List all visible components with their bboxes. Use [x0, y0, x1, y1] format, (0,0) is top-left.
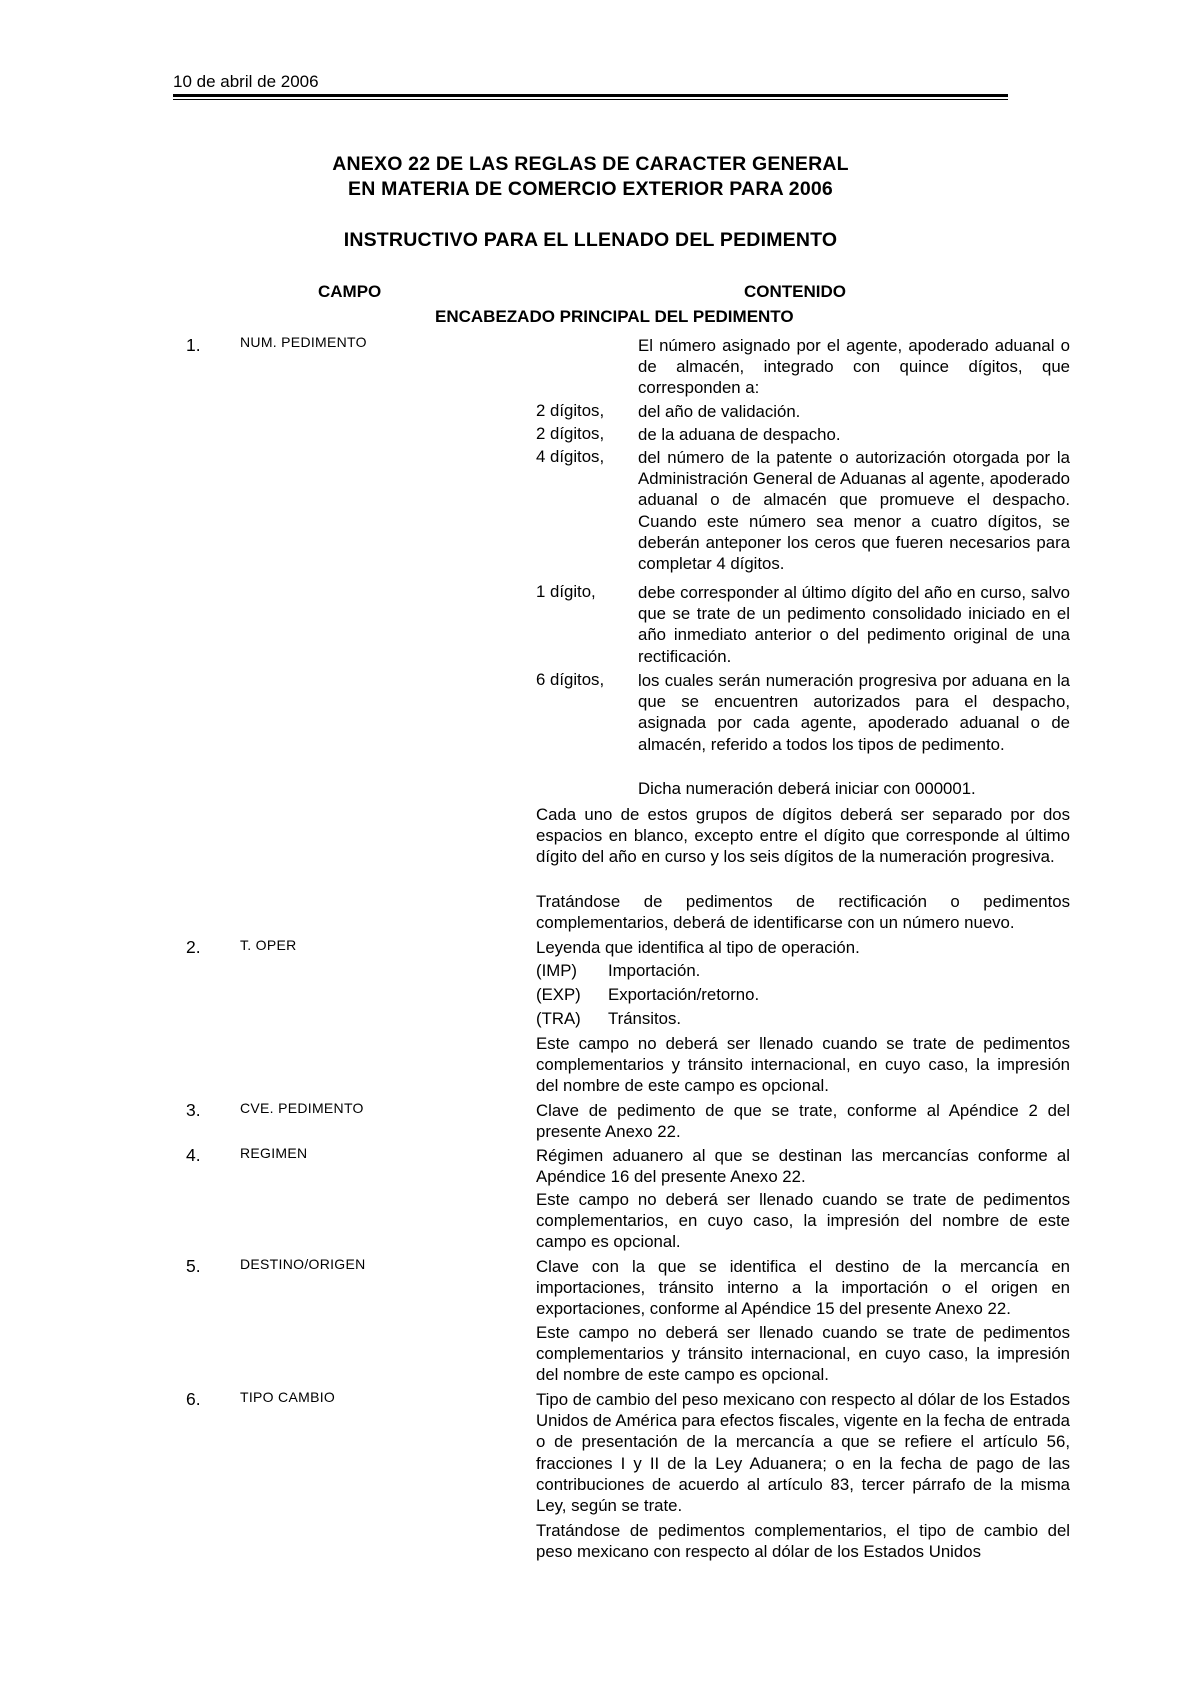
title-line-2: EN MATERIA DE COMERCIO EXTERIOR PARA 2006: [348, 178, 833, 200]
column-header-contenido: CONTENIDO: [744, 282, 846, 301]
field-name: DESTINO/ORIGEN: [240, 1256, 366, 1272]
digits-note: Dicha numeración deberá iniciar con 000001.: [638, 779, 976, 798]
digit-group-text: del año de validación.: [638, 402, 801, 421]
header-rule-thick: [173, 94, 1008, 97]
field-paragraph: Clave de pedimento de que se trate, conforme al Apéndice 2 del presente Anexo 22.: [536, 1101, 1070, 1142]
field-paragraph: Este campo no deberá ser llenado cuando se trate de pedimentos complementarios, en cuyo caso, la impresión del nombre de este campo es opcional.: [536, 1190, 1070, 1252]
field-paragraph: Este campo no deberá ser llenado cuando se trate de pedimentos complementarios y tránsito internacional, en cuyo caso, la impresión del nombre de este campo es opcional.: [536, 1323, 1070, 1385]
section-heading: ENCABEZADO PRINCIPAL DEL PEDIMENTO: [435, 307, 794, 326]
digit-group-text: del número de la patente o autorización otorgada por la Administración General de Aduanas al agente, apoderado aduanal o de almacén que promueve el despacho. Cuando este número sea menor a cuatro dígitos, se deberán anteponer los ceros que fueren necesarios para completar 4 dígitos.: [638, 448, 1070, 574]
field-paragraph: Clave con la que se identifica el destino de la mercancía en importaciones, tránsito interno a la importación o el origen en exportaciones, conforme al Apéndice 15 del presente Anexo 22.: [536, 1257, 1070, 1319]
digit-group-text: los cuales serán numeración progresiva por aduana en la que se encuentren autorizados para el despacho, asignada por cada agente, apoderado aduanal o de almacén, referido a todos los tipos de pedimento.: [638, 671, 1070, 754]
digit-group-label: 6 dígitos,: [536, 670, 605, 689]
operation-code-text: Importación.: [608, 961, 701, 980]
digit-group-label: 2 dígitos,: [536, 424, 605, 443]
field-name: NUM. PEDIMENTO: [240, 334, 367, 350]
field-number: 4.: [186, 1145, 201, 1165]
digit-group-label: 1 dígito,: [536, 582, 596, 601]
field-number: 3.: [186, 1100, 201, 1120]
field-number: 6.: [186, 1389, 201, 1409]
field-intro: Leyenda que identifica al tipo de operación.: [536, 938, 860, 957]
field-paragraph: Tipo de cambio del peso mexicano con respecto al dólar de los Estados Unidos de América para efectos fiscales, vigente en la fecha de entrada o de presentación de la mercancía a que se refiere el artículo 56, fracciones I y II de la Ley Aduanera; o en la fecha de pago de las contribuciones de acuerdo al artículo 83, tercer párrafo de la misma Ley, según se trate.: [536, 1390, 1070, 1516]
field-name: REGIMEN: [240, 1145, 308, 1161]
field-name: T. OPER: [240, 937, 297, 953]
header-date: 10 de abril de 2006: [173, 72, 319, 91]
field-number: 5.: [186, 1256, 201, 1276]
column-header-campo: CAMPO: [318, 282, 382, 301]
header-rule-thin: [173, 99, 1008, 100]
title-line-3: INSTRUCTIVO PARA EL LLENADO DEL PEDIMENTO: [343, 229, 838, 251]
field-number: 1.: [186, 335, 201, 355]
title-line-1: ANEXO 22 DE LAS REGLAS DE CARACTER GENERAL: [332, 153, 849, 175]
operation-code: (IMP): [536, 961, 578, 980]
field-paragraph: Tratándose de pedimentos complementarios, el tipo de cambio del peso mexicano con respecto al dólar de los Estados Unidos: [536, 1521, 1070, 1562]
field-paragraph: Cada uno de estos grupos de dígitos deberá ser separado por dos espacios en blanco, excepto entre el dígito que corresponde al último dígito del año en curso y los seis dígitos de la numeración progresiva.: [536, 805, 1070, 867]
field-number: 2.: [186, 937, 201, 957]
field-name: TIPO CAMBIO: [240, 1389, 336, 1405]
digit-group-label: 2 dígitos,: [536, 401, 605, 420]
field-paragraph: Régimen aduanero al que se destinan las mercancías conforme al Apéndice 16 del presente Anexo 22.: [536, 1146, 1070, 1187]
field-name: CVE. PEDIMENTO: [240, 1100, 364, 1116]
operation-code-text: Tránsitos.: [608, 1009, 682, 1028]
digit-group-text: de la aduana de despacho.: [638, 425, 841, 444]
operation-code: (TRA): [536, 1009, 581, 1028]
field-intro: El número asignado por el agente, apoderado aduanal o de almacén, integrado con quince dígitos, que corresponden a:: [638, 336, 1070, 398]
operation-code: (EXP): [536, 985, 581, 1004]
field-paragraph: Este campo no deberá ser llenado cuando se trate de pedimentos complementarios y tránsito internacional, en cuyo caso, la impresión del nombre de este campo es opcional.: [536, 1034, 1070, 1096]
digit-group-text: debe corresponder al último dígito del año en curso, salvo que se trate de un pedimento consolidado iniciado en el año inmediato anterior o del pedimento original de una rectificación.: [638, 583, 1070, 666]
operation-code-text: Exportación/retorno.: [608, 985, 760, 1004]
digit-group-label: 4 dígitos,: [536, 447, 605, 466]
field-paragraph: Tratándose de pedimentos de rectificación o pedimentos complementarios, deberá de identificarse con un número nuevo.: [536, 892, 1070, 933]
